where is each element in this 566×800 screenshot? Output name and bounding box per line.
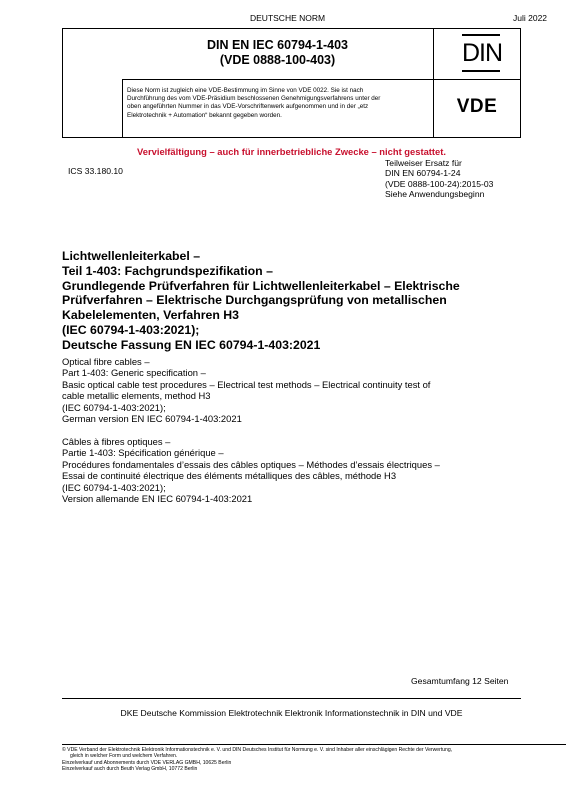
vde-note-line: oben angeführten Nummer in das VDE-Vorschriftenwerk aufgenommen und in der „etz <box>127 103 369 111</box>
divider <box>122 79 521 80</box>
title-line: Teil 1-403: Fachgrundspezifikation – <box>62 263 273 278</box>
total-pages: Gesamtumfang 12 Seiten <box>411 676 509 686</box>
title-line: (IEC 60794-1-403:2021); <box>62 322 200 337</box>
title-german <box>62 249 522 353</box>
divider <box>62 698 521 699</box>
vde-note-line: Durchführung des vom VDE-Präsidium beschlossenen Genehmigungsverfahrens unter der <box>127 95 381 103</box>
replacement-line: DIN EN 60794-1-24 <box>385 168 461 179</box>
vde-logo: VDE <box>456 96 498 117</box>
standard-number: DIN EN IEC 60794-1-403 <box>206 38 349 52</box>
footer-line: © VDE Verband der Elektrotechnik Elektronik Informationstechnik e. V. und DIN Deutsches Institut für Normung e. V. sind Inhaber aller einschlägigen Rechte der Verwertung, <box>62 747 453 753</box>
title-line: Basic optical cable test procedures – Electrical test methods – Electrical continuity test of <box>62 378 431 390</box>
standard-header <box>122 38 433 68</box>
title-line: Procédures fondamentales d’essais des câbles optiques – Méthodes d’essais électriques – <box>62 458 440 470</box>
title-french <box>62 436 522 504</box>
copyright-footer <box>62 747 562 772</box>
title-line: Deutsche Fassung EN IEC 60794-1-403:2021 <box>62 337 321 352</box>
din-logo-text: DIN <box>462 39 503 67</box>
reproduction-notice: Vervielfältigung – auch für innerbetriebliche Zwecke – nicht gestattet. <box>137 146 446 157</box>
norm-label: DEUTSCHE NORM <box>250 13 326 23</box>
title-line: Lichtwellenleiterkabel – <box>62 249 201 263</box>
title-line: Version allemande EN IEC 60794-1-403:2021 <box>62 493 253 505</box>
title-line: Part 1-403: Generic specification – <box>62 367 206 379</box>
vde-note <box>127 87 427 120</box>
title-line: Grundlegende Prüfverfahren für Lichtwellenleiterkabel – Elektrische <box>62 278 460 293</box>
divider <box>62 744 566 745</box>
vde-note-line: Diese Norm ist zugleich eine VDE-Bestimmung im Sinne von VDE 0022. Sie ist nach <box>127 87 364 94</box>
title-line: Essai de continuité électrique des éléments métalliques des câbles, méthode H3 <box>62 470 397 482</box>
title-line: (IEC 60794-1-403:2021); <box>62 401 166 413</box>
replacement-line: Siehe Anwendungsbeginn <box>385 189 485 200</box>
title-line: Kabelelementen, Verfahren H3 <box>62 308 240 323</box>
replacement-line: Teilweiser Ersatz für <box>385 158 462 168</box>
divider <box>433 28 434 138</box>
title-line: German version EN IEC 60794-1-403:2021 <box>62 413 242 425</box>
vde-note-line: Elektrotechnik + Automation“ bekannt gegeben worden. <box>127 111 282 119</box>
replacement-info <box>385 158 493 200</box>
footer-line: Einzelverkauf auch durch Beuth Verlag GmbH, 10772 Berlin <box>62 765 198 772</box>
title-line: cable metallic elements, method H3 <box>62 390 211 402</box>
vde-number: (VDE 0888-100-403) <box>219 53 336 67</box>
divider <box>122 79 123 138</box>
ics-code: ICS 33.180.10 <box>68 166 123 176</box>
replacement-line: (VDE 0888-100-24):2015-03 <box>385 178 494 189</box>
title-line: (IEC 60794-1-403:2021); <box>62 481 166 493</box>
title-line: Optical fibre cables – <box>62 356 150 367</box>
din-logo <box>462 34 503 72</box>
publication-date: Juli 2022 <box>513 13 548 23</box>
title-line: Câbles à fibres optiques – <box>62 436 171 447</box>
committee-name: DKE Deutsche Kommission Elektrotechnik Elektronik Informationstechnik in DIN und VDE <box>120 708 463 718</box>
footer-line: Einzelverkauf und Abonnements durch VDE VERLAG GMBH, 10625 Berlin <box>62 759 232 766</box>
title-english <box>62 356 522 424</box>
title-line: Prüfverfahren – Elektrische Durchgangsprüfung von metallischen <box>62 293 447 308</box>
title-line: Partie 1-403: Spécification générique – <box>62 447 224 459</box>
footer-line: gleich in welcher Form und welchem Verfahren. <box>70 753 178 760</box>
